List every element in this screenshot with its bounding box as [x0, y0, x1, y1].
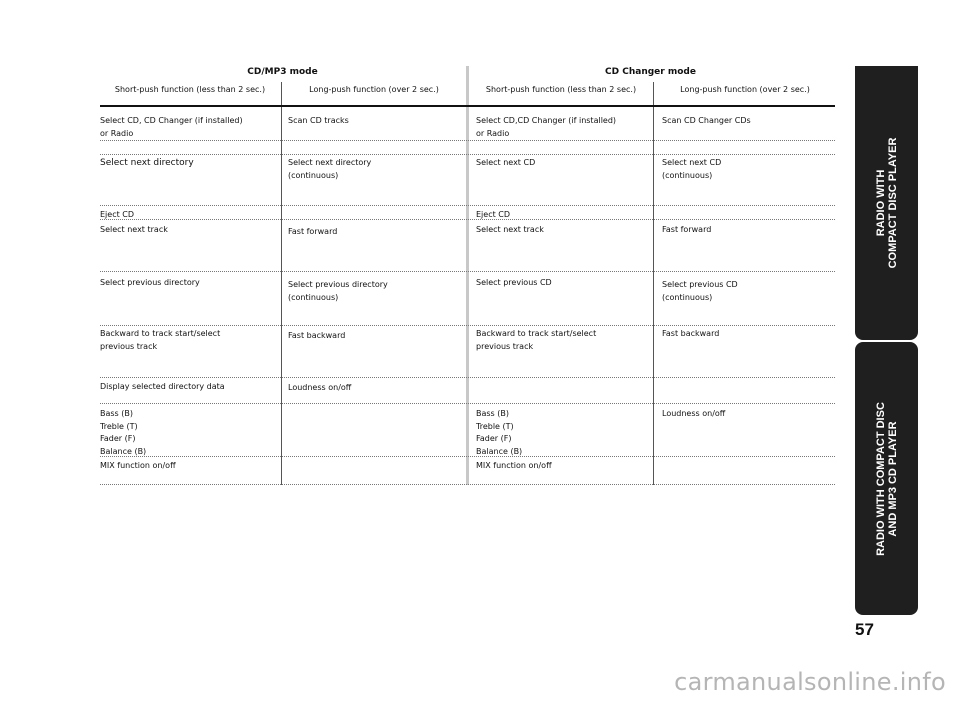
- table-cell: [476, 408, 522, 458]
- cell-line: Fader (F): [476, 434, 512, 443]
- table-cell: [288, 330, 345, 343]
- cell-line: or Radio: [476, 128, 510, 138]
- cell-line: Display selected directory data: [100, 382, 225, 391]
- table-cell: [476, 224, 544, 237]
- cell-line: (continuous): [662, 292, 713, 302]
- column-header: Short-push function (less than 2 sec.): [485, 85, 637, 94]
- cell-line: Scan CD Changer CDs: [662, 116, 751, 125]
- cell-line: Treble (T): [476, 421, 514, 431]
- table-cell: [100, 460, 176, 473]
- cell-line: Loudness on/off: [288, 383, 352, 392]
- cell-line: Fast backward: [288, 331, 346, 340]
- cell-line: Select next track: [100, 225, 168, 234]
- cell-line: Select previous directory: [100, 278, 200, 287]
- column-divider: [281, 82, 282, 485]
- table-cell: [100, 157, 194, 170]
- column-header: Long-push function (over 2 sec.): [680, 85, 810, 94]
- cell-line: Scan CD tracks: [288, 116, 349, 125]
- tab-label-line: RADIO WITH: [874, 169, 887, 237]
- table-cell: [100, 328, 220, 353]
- table-cell: [100, 381, 225, 394]
- mode-divider: [466, 66, 469, 485]
- cell-line: Select previous CD: [476, 278, 552, 287]
- row-divider: [100, 325, 835, 326]
- table-cell: [100, 408, 146, 458]
- cell-line: Select next directory: [100, 158, 194, 168]
- cell-line: Fast forward: [288, 227, 338, 236]
- row-divider: [100, 154, 835, 155]
- cell-line: previous track: [476, 341, 534, 351]
- tab-label-line: AND MP3 CD PLAYER: [886, 420, 899, 537]
- section-tab-label: [875, 402, 899, 556]
- section-tab-label: [875, 138, 899, 269]
- page-number: 57: [855, 620, 874, 639]
- table-cell: [100, 115, 243, 140]
- column-header: Long-push function (over 2 sec.): [309, 85, 439, 94]
- column-divider: [653, 82, 654, 485]
- table-cell: [288, 382, 351, 395]
- row-divider: [100, 140, 835, 141]
- row-divider: [100, 377, 835, 378]
- cell-line: Balance (B): [476, 446, 523, 456]
- cell-line: Eject CD: [476, 210, 511, 219]
- cell-line: or Radio: [100, 128, 134, 138]
- cell-line: Select next track: [476, 225, 544, 234]
- table-cell: [662, 408, 725, 421]
- table-cell: [662, 115, 751, 128]
- cell-line: Fader (F): [100, 434, 136, 443]
- cd-mp3-mode-title: CD/MP3 mode: [247, 67, 318, 77]
- cell-line: Backward to track start/select: [476, 329, 597, 338]
- table-cell: [662, 279, 738, 304]
- table-cell: [476, 157, 535, 170]
- table-cell: [288, 226, 337, 239]
- row-divider: [100, 403, 835, 404]
- cell-line: (continuous): [288, 170, 339, 180]
- table-cell: [288, 157, 371, 182]
- cell-line: Select next CD: [662, 158, 722, 167]
- cell-line: Select next CD: [476, 158, 536, 167]
- table-cell: [288, 115, 349, 128]
- cell-line: (continuous): [288, 292, 339, 302]
- table-cell: [662, 157, 721, 182]
- cell-line: Select CD, CD Changer (if installed): [100, 116, 243, 125]
- cell-line: Bass (B): [476, 409, 509, 418]
- cell-line: MIX function on/off: [100, 461, 176, 470]
- table-cell: [662, 328, 719, 341]
- table-cell: [288, 279, 388, 304]
- cell-line: Select next directory: [288, 158, 372, 167]
- table-cell: [476, 209, 510, 222]
- table-cell: [662, 224, 711, 237]
- cd-changer-mode-title: CD Changer mode: [605, 67, 696, 77]
- cell-line: Loudness on/off: [662, 409, 726, 418]
- row-divider: [100, 205, 835, 206]
- watermark: carmanualsonline.info: [674, 668, 946, 696]
- section-tab-radio-cd: [855, 66, 918, 340]
- cell-line: Backward to track start/select: [100, 329, 221, 338]
- tab-label-line: COMPACT DISC PLAYER: [886, 137, 899, 269]
- cell-line: previous track: [100, 341, 158, 351]
- cell-line: Select previous CD: [662, 280, 738, 289]
- row-divider: [100, 271, 835, 272]
- cell-line: Treble (T): [100, 421, 138, 431]
- cell-line: Select CD,CD Changer (if installed): [476, 116, 617, 125]
- row-divider: [100, 484, 835, 485]
- cell-line: Balance (B): [100, 446, 147, 456]
- table-cell: [476, 277, 552, 290]
- cell-line: Select previous directory: [288, 280, 388, 289]
- row-divider: [100, 219, 835, 220]
- cell-line: Eject CD: [100, 210, 135, 219]
- cell-line: Fast backward: [662, 329, 720, 338]
- column-header: Short-push function (less than 2 sec.): [114, 85, 266, 94]
- row-divider: [100, 456, 835, 457]
- table-cell: [476, 115, 616, 140]
- section-tab-radio-cd-mp3: [855, 342, 918, 615]
- table-cell: [476, 328, 596, 353]
- header-rule: [100, 105, 835, 107]
- table-cell: [100, 224, 168, 237]
- table-cell: [100, 277, 200, 290]
- table-cell: [476, 460, 552, 473]
- cell-line: (continuous): [662, 170, 713, 180]
- tab-label-line: RADIO WITH COMPACT DISC: [874, 401, 887, 556]
- cell-line: Fast forward: [662, 225, 712, 234]
- table-cell: [100, 209, 134, 222]
- cell-line: Bass (B): [100, 409, 133, 418]
- cell-line: MIX function on/off: [476, 461, 552, 470]
